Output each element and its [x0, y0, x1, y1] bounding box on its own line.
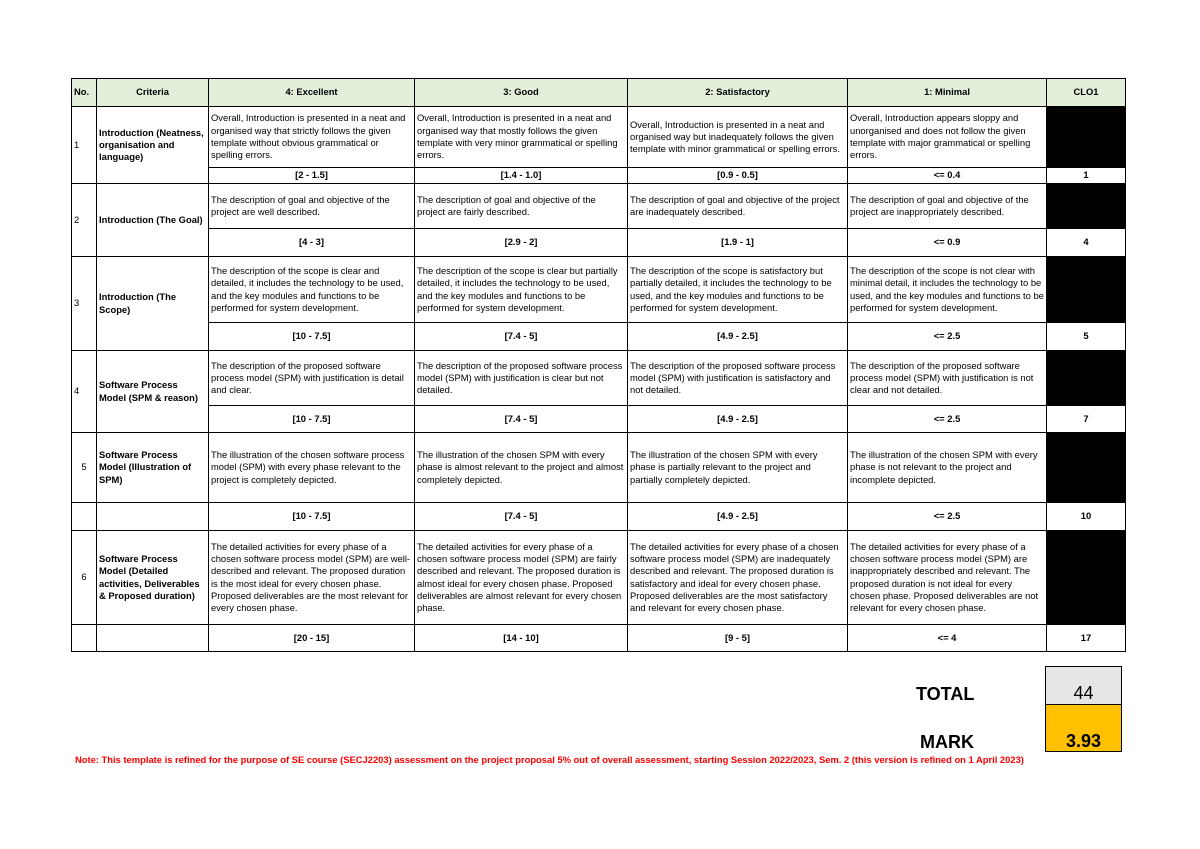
header-good: 3: Good [415, 79, 628, 107]
empty-cell [97, 625, 209, 652]
criteria-label: Software Process Model (Illustration of SPM) [97, 433, 209, 503]
good-range: [7.4 - 5] [415, 323, 628, 351]
criterion-row-3 [72, 257, 1126, 323]
minimal-range: <= 0.9 [848, 229, 1047, 257]
clo-shaded-cell [1047, 531, 1126, 625]
good-description: Overall, Introduction is presented in a neat and organised way that mostly follows the given template with very minor grammatical or spelling errors. [415, 107, 628, 168]
minimal-description: The description of the scope is not clear with minimal detail, it includes the technology to be used, and the key modules and functions to be performed for system development. [848, 257, 1047, 323]
minimal-description: The description of goal and objective of the project are inappropriately described. [848, 184, 1047, 229]
excellent-range: [20 - 15] [209, 625, 415, 652]
criterion-row-4 [72, 351, 1126, 406]
excellent-description: The illustration of the chosen software process model (SPM) with every phase relevant to the project is completely depicted. [209, 433, 415, 503]
excellent-range: [10 - 7.5] [209, 406, 415, 433]
footnote: Note: This template is refined for the purpose of SE course (SECJ2203) assessment on the project proposal 5% out of overall assessment, starting Session 2022/2023, Sem. 2 (this version is refined on 1 April 2023) [75, 754, 1024, 765]
excellent-range: [10 - 7.5] [209, 323, 415, 351]
score-range-row-3 [72, 323, 1126, 351]
row-number: 2 [72, 184, 97, 257]
criterion-row-5 [72, 433, 1126, 503]
score-range-row-1 [72, 168, 1126, 184]
minimal-range: <= 0.4 [848, 168, 1047, 184]
excellent-range: [4 - 3] [209, 229, 415, 257]
minimal-description: The description of the proposed software process model (SPM) with justification is not clear and not detailed. [848, 351, 1047, 406]
minimal-description: The detailed activities for every phase of a chosen software process model (SPM) are inappropriately described and relevant. The proposed duration is not ideal for every chosen phase. Proposed deliverables are not relevant for every chosen phase. [848, 531, 1047, 625]
good-range: [7.4 - 5] [415, 406, 628, 433]
score-range-row-5 [72, 503, 1126, 531]
good-description: The description of the scope is clear but partially detailed, it includes the technology to be used, and the key modules and functions to be performed for system development. [415, 257, 628, 323]
good-description: The description of the proposed software process model (SPM) with justification is clear but not detailed. [415, 351, 628, 406]
excellent-description: Overall, Introduction is presented in a neat and organised way that strictly follows the given template without obvious grammatical or spelling errors. [209, 107, 415, 168]
excellent-range: [2 - 1.5] [209, 168, 415, 184]
clo-shaded-cell [1047, 257, 1126, 323]
header-no: No. [72, 79, 97, 107]
satisfactory-description: The description of goal and objective of the project are inadequately described. [628, 184, 848, 229]
criteria-label: Introduction (Neatness, organisation and language) [97, 107, 209, 184]
satisfactory-range: [4.9 - 2.5] [628, 323, 848, 351]
header-clo1: CLO1 [1047, 79, 1126, 107]
criteria-label: Software Process Model (SPM & reason) [97, 351, 209, 433]
clo-shaded-cell [1047, 107, 1126, 168]
row-number: 6 [72, 531, 97, 625]
minimal-range: <= 2.5 [848, 406, 1047, 433]
clo-score: 5 [1047, 323, 1126, 351]
header-satisfactory: 2: Satisfactory [628, 79, 848, 107]
clo-score: 4 [1047, 229, 1126, 257]
minimal-range: <= 2.5 [848, 323, 1047, 351]
total-value: 44 [1045, 666, 1122, 705]
row-number: 4 [72, 351, 97, 433]
good-range: [14 - 10] [415, 625, 628, 652]
minimal-description: Overall, Introduction appears sloppy and unorganised and does not follow the given template with major grammatical or spelling errors. [848, 107, 1047, 168]
good-range: [1.4 - 1.0] [415, 168, 628, 184]
minimal-range: <= 2.5 [848, 503, 1047, 531]
clo-shaded-cell [1047, 351, 1126, 406]
excellent-description: The description of goal and objective of the project are well described. [209, 184, 415, 229]
excellent-description: The description of the proposed software process model (SPM) with justification is detail and clear. [209, 351, 415, 406]
criteria-label: Introduction (The Goal) [97, 184, 209, 257]
score-range-row-6 [72, 625, 1126, 652]
clo-shaded-cell [1047, 184, 1126, 229]
good-description: The detailed activities for every phase of a chosen software process model (SPM) are fairly described and relevant. The proposed duration is almost ideal for every chosen phase. Proposed deliverables are almost relevant for every chosen phase. [415, 531, 628, 625]
good-range: [7.4 - 5] [415, 503, 628, 531]
excellent-description: The detailed activities for every phase of a chosen software process model (SPM) are well-described and relevant. The proposed duration is the most ideal for every chosen phase. Proposed deliverables are the most relevant for every chosen phase. [209, 531, 415, 625]
criterion-row-2 [72, 184, 1126, 229]
criteria-label: Introduction (The Scope) [97, 257, 209, 351]
satisfactory-description: The illustration of the chosen SPM with every phase is partially relevant to the project and partially completely depicted. [628, 433, 848, 503]
mark-label: MARK [920, 732, 974, 752]
rubric-table [71, 78, 1126, 652]
satisfactory-range: [4.9 - 2.5] [628, 406, 848, 433]
header-row [72, 79, 1126, 107]
clo-score: 17 [1047, 625, 1126, 652]
satisfactory-description: The detailed activities for every phase of a chosen software process model (SPM) are inadequately described and relevant. The proposed duration is satisfactory and ideal for every chosen phase. Proposed deliverables are the most satisfactory and relevant for every chosen phase. [628, 531, 848, 625]
row-number: 1 [72, 107, 97, 184]
row-number: 5 [72, 433, 97, 503]
good-range: [2.9 - 2] [415, 229, 628, 257]
clo-shaded-cell [1047, 433, 1126, 503]
criterion-row-6 [72, 531, 1126, 625]
clo-score: 7 [1047, 406, 1126, 433]
clo-score: 1 [1047, 168, 1126, 184]
score-range-row-2 [72, 229, 1126, 257]
empty-cell [97, 503, 209, 531]
satisfactory-range: [4.9 - 2.5] [628, 503, 848, 531]
header-minimal: 1: Minimal [848, 79, 1047, 107]
clo-score: 10 [1047, 503, 1126, 531]
minimal-range: <= 4 [848, 625, 1047, 652]
satisfactory-description: Overall, Introduction is presented in a neat and organised way but inadequately follows the given template with minor grammatical or spelling errors. [628, 107, 848, 168]
mark-value: 3.93 [1045, 704, 1122, 752]
row-number: 3 [72, 257, 97, 351]
header-criteria: Criteria [97, 79, 209, 107]
minimal-description: The illustration of the chosen SPM with every phase is not relevant to the project and incomplete depicted. [848, 433, 1047, 503]
satisfactory-range: [1.9 - 1] [628, 229, 848, 257]
criteria-label: Software Process Model (Detailed activities, Deliverables & Proposed duration) [97, 531, 209, 625]
satisfactory-range: [9 - 5] [628, 625, 848, 652]
empty-cell [72, 503, 97, 531]
score-range-row-4 [72, 406, 1126, 433]
excellent-range: [10 - 7.5] [209, 503, 415, 531]
satisfactory-description: The description of the scope is satisfactory but partially detailed, it includes the technology to be used, and the key modules and functions to be performed for system development. [628, 257, 848, 323]
satisfactory-description: The description of the proposed software process model (SPM) with justification is satisfactory and not detailed. [628, 351, 848, 406]
criterion-row-1 [72, 107, 1126, 168]
good-description: The description of goal and objective of the project are fairly described. [415, 184, 628, 229]
empty-cell [72, 625, 97, 652]
excellent-description: The description of the scope is clear and detailed, it includes the technology to be used, and the key modules and functions to be performed for system development. [209, 257, 415, 323]
satisfactory-range: [0.9 - 0.5] [628, 168, 848, 184]
good-description: The illustration of the chosen SPM with every phase is almost relevant to the project and almost completely depicted. [415, 433, 628, 503]
header-excellent: 4: Excellent [209, 79, 415, 107]
total-label: TOTAL [916, 684, 975, 704]
